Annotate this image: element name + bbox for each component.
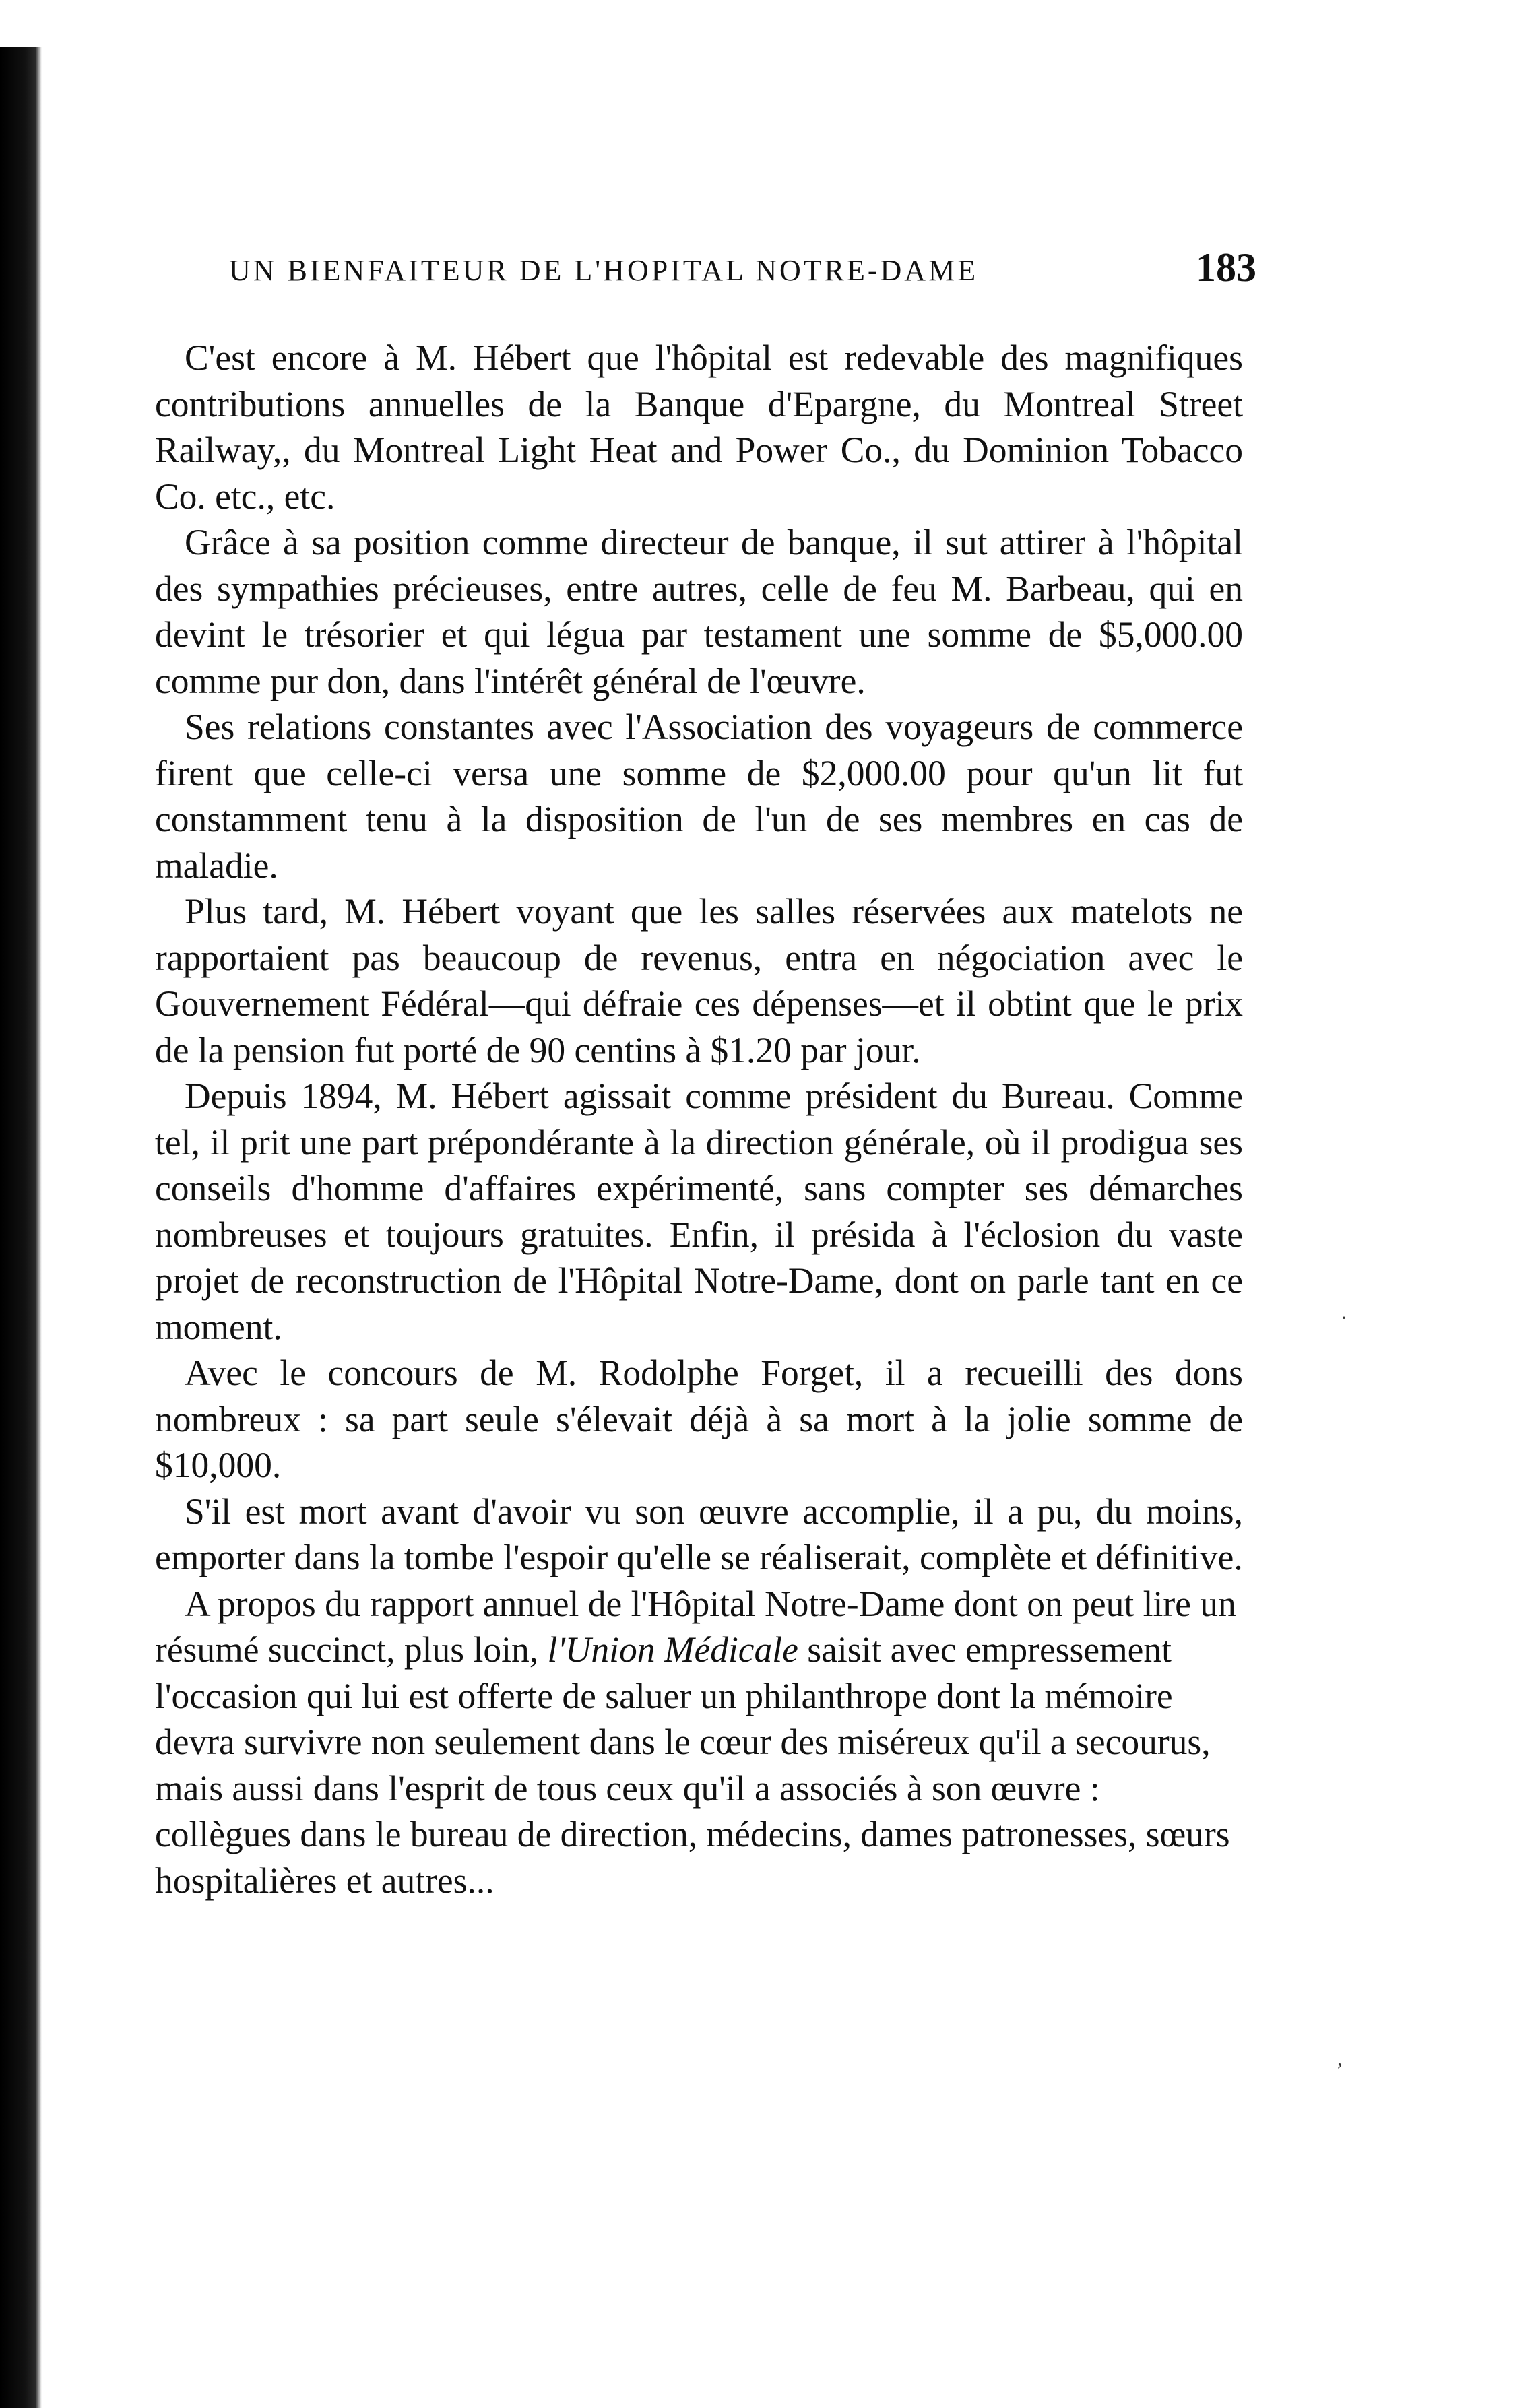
- paragraph-5: Depuis 1894, M. Hébert agissait comme président du Bureau. Comme tel, il prit une part prépondérante à la direction générale, où il prodigua ses conseils d'homme d'affaires expérimenté, sans compter ses démarches nombreuses et toujours gratuites. Enfin, il présida à l'éclosion du vaste projet de reconstruction de l'Hôpital Notre-Dame, dont on parle tant en ce moment.: [155, 1076, 1243, 1347]
- paragraph-8-text-start: A propos du rapport annuel de l'Hôpital Notre-Dame dont on peut lire un résumé succinct, plus loin,: [155, 1583, 1236, 1670]
- running-title: UN BIENFAITEUR DE L'HOPITAL NOTRE-DAME: [229, 254, 979, 287]
- page-header: [192, 241, 1256, 306]
- paragraph-1: C'est encore à M. Hébert que l'hôpital est redevable des magnifiques contributions annuelles de la Banque d'Epargne, du Montreal Street Railway,, du Montreal Light Heat and Power Co., du Dominion Tobacco Co. etc., etc.: [155, 337, 1243, 517]
- paragraph-8: [155, 1581, 1243, 1904]
- scan-speck: ,: [1337, 2048, 1343, 2070]
- page-number: 183: [1196, 245, 1256, 290]
- paragraph-4: Plus tard, M. Hébert voyant que les salles réservées aux matelots ne rapportaient pas beaucoup de revenus, entra en négociation avec le Gouvernement Fédéral—qui défraie ces dépenses—et il obtint que le prix de la pension fut porté de 90 centins à $1.20 par jour.: [155, 891, 1243, 1070]
- scan-speck: ·: [1341, 1307, 1347, 1329]
- scan-binding-edge: [0, 47, 42, 2408]
- paragraph-3: Ses relations constantes avec l'Association des voyageurs de commerce firent que celle-ci versa une somme de $2,000.00 pour qu'un lit fut constamment tenu à la disposition de l'un de ses membres en cas de maladie.: [155, 707, 1243, 886]
- paragraph-6: Avec le concours de M. Rodolphe Forget, il a recueilli des dons nombreux : sa part seule s'élevait déjà à sa mort à la jolie somme de $10,000.: [155, 1353, 1243, 1485]
- paragraph-8-text-end: saisit avec empressement l'occasion qui lui est offerte de saluer un philanthrope dont la mémoire devra survivre non seulement dans le cœur des miséreux qu'il a secourus, mais aussi dans l'esprit de tous ceux qu'il a associés à son œuvre : collègues dans le bureau de direction, médecins, dames patronesses, sœurs hospitalières et autres...: [155, 1629, 1230, 1901]
- paragraph-7: S'il est mort avant d'avoir vu son œuvre accomplie, il a pu, du moins, emporter dans la tombe l'espoir qu'elle se réaliserait, complète et définitive.: [155, 1491, 1243, 1577]
- paragraph-2: Grâce à sa position comme directeur de banque, il sut attirer à l'hôpital des sympathies précieuses, entre autres, celle de feu M. Barbeau, qui en devint le trésorier et qui légua par testament une somme de $5,000.00 comme pur don, dans l'intérêt général de l'œuvre.: [155, 522, 1243, 701]
- journal-title: l'Union Médicale: [547, 1629, 798, 1670]
- article-body: [155, 335, 1243, 1903]
